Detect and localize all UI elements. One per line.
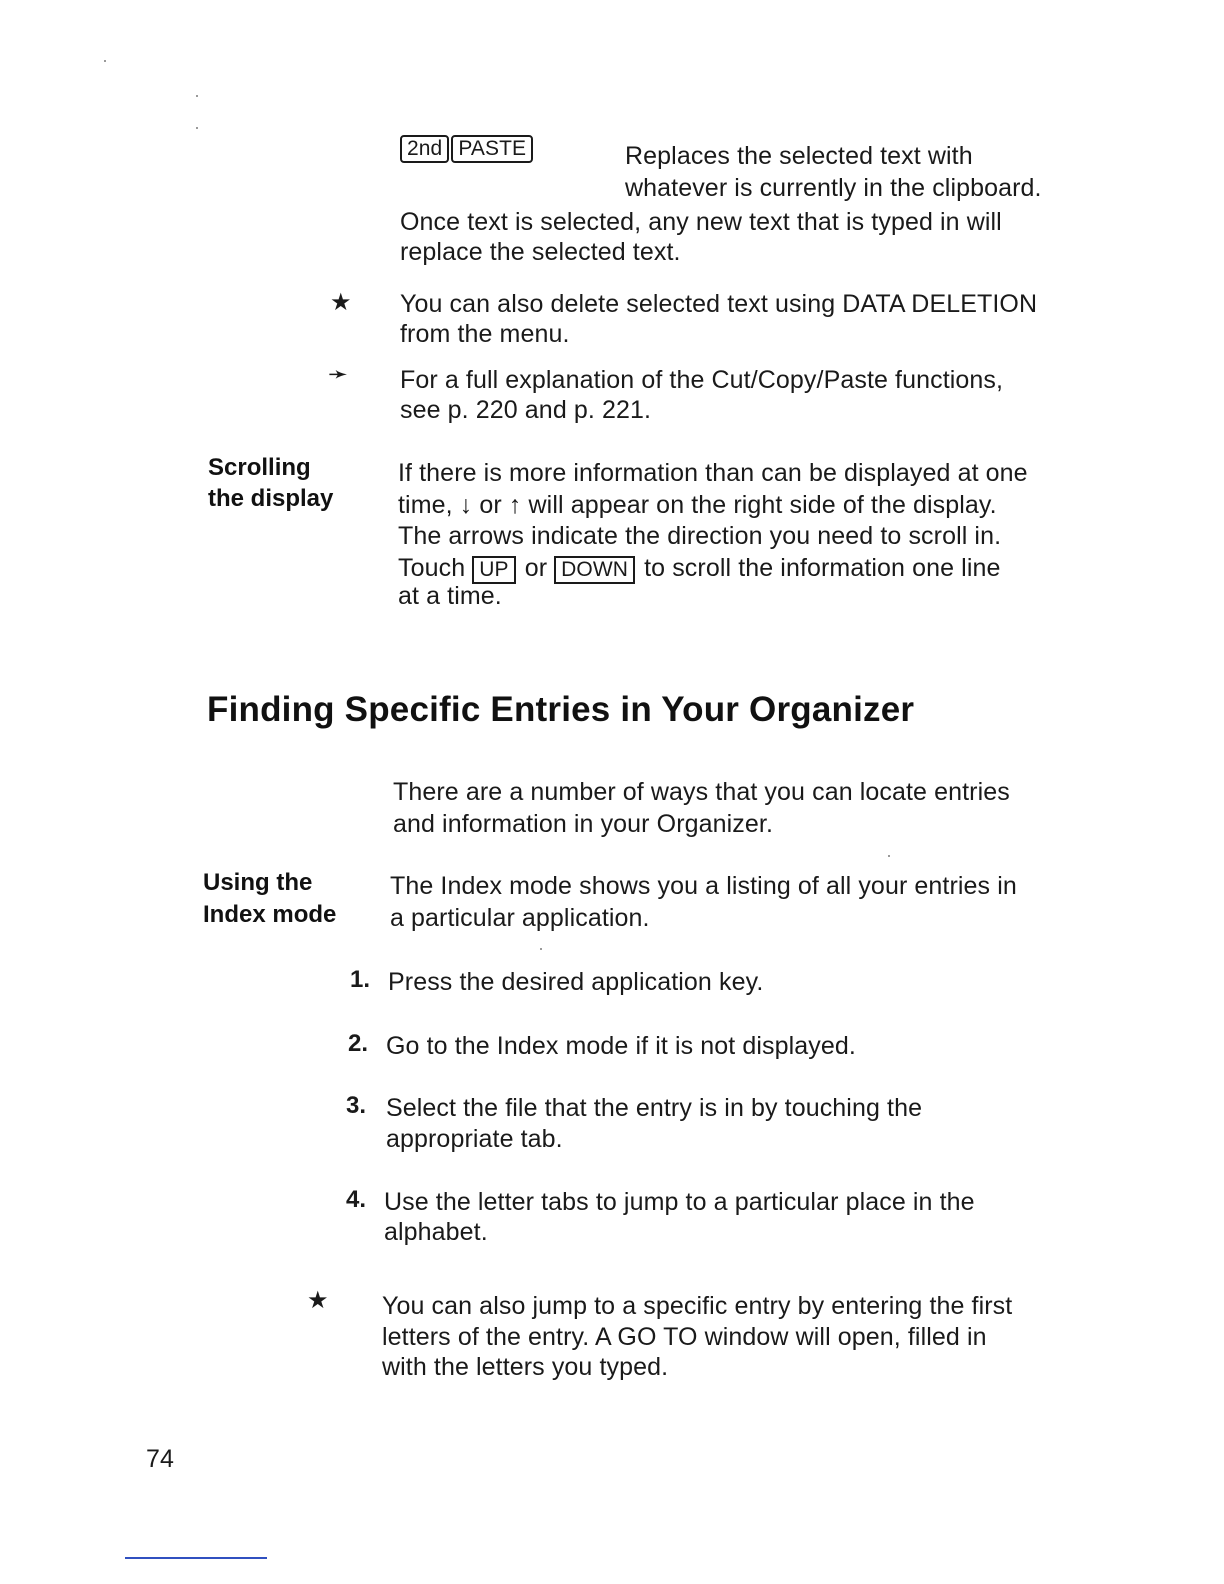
page-number: 74 xyxy=(146,1445,175,1473)
scan-speck xyxy=(196,127,198,129)
tip-star-icon: ★ xyxy=(330,289,352,316)
scroll-line3: The arrows indicate the direction you need to scroll in. xyxy=(398,522,1002,550)
scan-speck xyxy=(104,60,106,62)
up-arrow-icon: ↑ xyxy=(508,491,522,519)
section-heading: Finding Specific Entries in Your Organizer xyxy=(207,690,915,729)
once-line2: replace the selected text. xyxy=(400,238,681,266)
down-arrow-icon: ↓ xyxy=(459,491,473,519)
step-4-text-line1: Use the letter tabs to jump to a particular place in the xyxy=(384,1188,975,1216)
key-down: DOWN xyxy=(554,556,635,584)
step-4-text-line2: alphabet. xyxy=(384,1218,488,1246)
scroll-line4-or: or xyxy=(524,554,548,582)
index-label-line1: Using the xyxy=(203,869,313,896)
scrolling-label-line2: the display xyxy=(208,485,334,512)
step-3-text-line1: Select the file that the entry is in by touching the xyxy=(386,1094,923,1122)
paste-desc-line2: whatever is currently in the clipboard. xyxy=(625,174,1042,202)
step-1-number: 1. xyxy=(350,966,371,993)
tip2-line3: with the letters you typed. xyxy=(382,1353,669,1381)
paste-desc-line1: Replaces the selected text with xyxy=(625,142,973,170)
tip-delete-line2: from the menu. xyxy=(400,320,570,348)
once-line1: Once text is selected, any new text that is typed in will xyxy=(400,208,1002,236)
intro-line2: and information in your Organizer. xyxy=(393,810,773,838)
tip2-line2: letters of the entry. A GO TO window will open, filled in xyxy=(382,1323,987,1351)
scan-speck xyxy=(540,948,542,950)
scroll-line2-pre: time, xyxy=(398,491,453,519)
paste-key-combo xyxy=(400,131,535,163)
step-3-text-line2: appropriate tab. xyxy=(386,1125,563,1153)
step-1-text: Press the desired application key. xyxy=(388,968,764,996)
reference-line1: For a full explanation of the Cut/Copy/Paste functions, xyxy=(400,366,1004,394)
scroll-line4-touch: Touch xyxy=(398,554,466,582)
index-line1: The Index mode shows you a listing of all your entries in xyxy=(390,872,1017,900)
key-up: UP xyxy=(472,556,515,584)
index-label-line2: Index mode xyxy=(203,901,337,928)
key-2nd: 2nd xyxy=(400,135,449,163)
scan-speck xyxy=(888,855,890,857)
scroll-line2-or: or xyxy=(479,491,502,519)
scan-speck xyxy=(196,95,198,97)
key-paste: PASTE xyxy=(451,135,533,163)
tip2-star-icon: ★ xyxy=(307,1287,329,1314)
index-line2: a particular application. xyxy=(390,904,650,932)
step-4-number: 4. xyxy=(346,1186,367,1213)
scrolling-label-line1: Scrolling xyxy=(208,454,311,481)
step-2-number: 2. xyxy=(348,1030,369,1057)
bottom-rule xyxy=(125,1557,267,1559)
tip-delete-line1: You can also delete selected text using DATA DELETION xyxy=(400,290,1038,318)
scroll-line2 xyxy=(398,489,997,521)
reference-arrow-icon: ➛ xyxy=(328,361,349,388)
tip2-line1: You can also jump to a specific entry by entering the first xyxy=(382,1292,1013,1320)
step-3-number: 3. xyxy=(346,1092,367,1119)
intro-line1: There are a number of ways that you can locate entries xyxy=(393,778,1010,806)
step-2-text: Go to the Index mode if it is not displayed. xyxy=(386,1032,856,1060)
scroll-line1: If there is more information than can be displayed at one xyxy=(398,459,1028,487)
scroll-line2-post: will appear on the right side of the display. xyxy=(528,491,997,519)
scroll-line5: at a time. xyxy=(398,582,502,610)
reference-line2: see p. 220 and p. 221. xyxy=(400,396,652,424)
scroll-line4-post: to scroll the information one line xyxy=(644,554,1001,582)
